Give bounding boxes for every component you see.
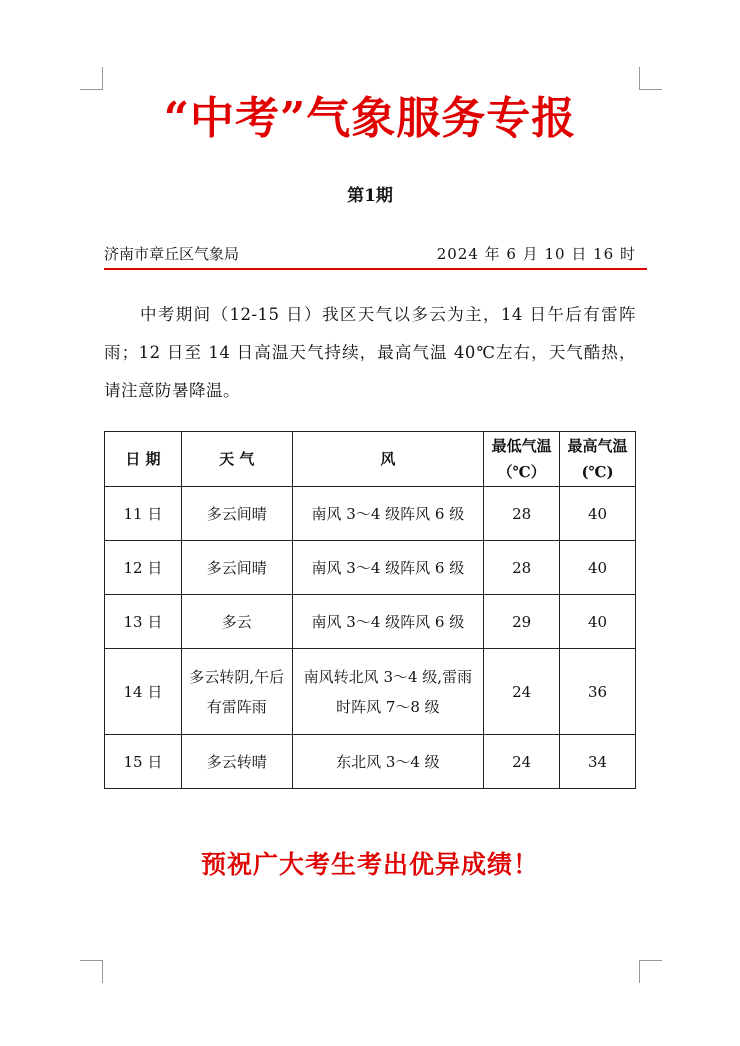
cell-wind: 东北风 3～4 级 (292, 735, 484, 789)
crop-mark-bottom-right (639, 960, 662, 983)
report-title: “中考”气象服务专报 (163, 93, 577, 144)
header-divider (104, 268, 647, 270)
table-row (105, 595, 636, 649)
cell-tmax: 40 (560, 541, 636, 595)
cell-date: 13 日 (105, 595, 182, 649)
cell-tmax: 36 (560, 649, 636, 735)
cell-weather: 多云 (181, 595, 292, 649)
forecast-table (104, 431, 636, 789)
cell-wind: 南风 3～4 级阵风 6 级 (292, 595, 484, 649)
cell-tmin: 24 (484, 735, 560, 789)
intro-paragraph: 中考期间（12-15 日）我区天气以多云为主，14 日午后有雷阵雨；12 日至 14 日高温天气持续，最高气温 40℃左右，天气酷热，请注意防暑降温。 (104, 305, 636, 400)
cell-tmin: 28 (484, 541, 560, 595)
cell-tmax: 40 (560, 487, 636, 541)
table-row (105, 735, 636, 789)
cell-tmax: 40 (560, 595, 636, 649)
table-header-row (105, 432, 636, 487)
table-row (105, 487, 636, 541)
cell-date: 12 日 (105, 541, 182, 595)
col-header-wind: 风 (292, 432, 484, 487)
cell-date: 14 日 (105, 649, 182, 735)
cell-tmin: 28 (484, 487, 560, 541)
table-row (105, 649, 636, 735)
crop-mark-top-right (639, 67, 662, 90)
cell-weather: 多云间晴 (181, 487, 292, 541)
cell-tmin: 24 (484, 649, 560, 735)
crop-mark-top-left (80, 67, 103, 90)
crop-mark-bottom-left (80, 960, 103, 983)
closing-message: 预祝广大考生考出优异成绩！ (200, 850, 539, 879)
cell-weather: 多云间晴 (181, 541, 292, 595)
col-header-tmax: 最高气温(℃) (560, 432, 636, 487)
col-header-date: 日 期 (105, 432, 182, 487)
col-header-weather: 天 气 (181, 432, 292, 487)
cell-date: 11 日 (105, 487, 182, 541)
cell-weather: 多云转晴 (181, 735, 292, 789)
agency-name: 济南市章丘区气象局 (104, 245, 240, 263)
table-row (105, 541, 636, 595)
cell-wind: 南风 3～4 级阵风 6 级 (292, 487, 484, 541)
issue-datetime: 2024 年 6 月 10 日 16 时 (436, 245, 636, 263)
cell-tmin: 29 (484, 595, 560, 649)
cell-wind: 南风 3～4 级阵风 6 级 (292, 541, 484, 595)
col-header-tmin: 最低气温（℃） (484, 432, 560, 487)
cell-date: 15 日 (105, 735, 182, 789)
cell-wind: 南风转北风 3～4 级,雷雨时阵风 7～8 级 (292, 649, 484, 735)
cell-tmax: 34 (560, 735, 636, 789)
cell-weather: 多云转阴,午后有雷阵雨 (181, 649, 292, 735)
issue-number: 第1期 (347, 186, 393, 206)
